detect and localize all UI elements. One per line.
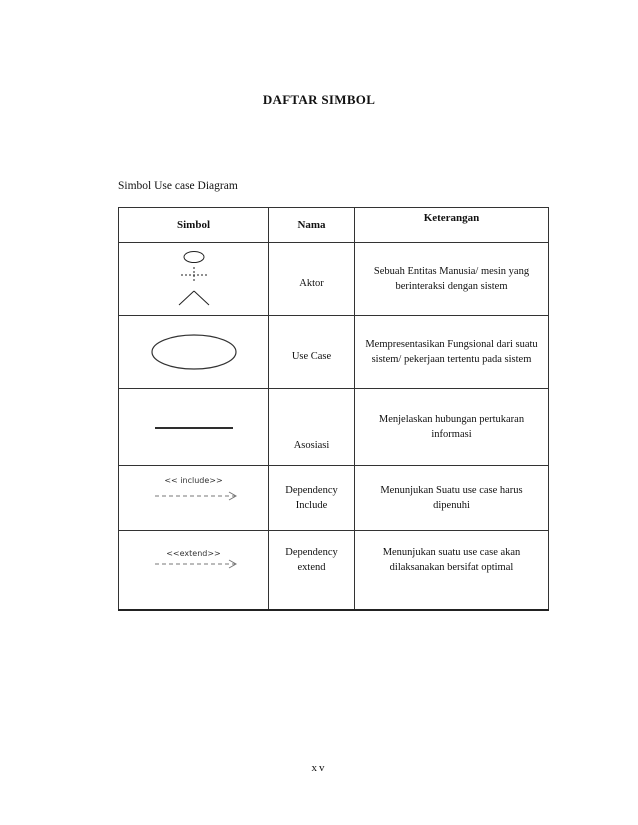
symbol-cell: [119, 316, 269, 389]
keterangan-cell: Mempresentasikan Fungsional dari suatu sistem/ pekerjaan tertentu pada sistem: [355, 316, 549, 389]
keterangan-cell: Menunjukan suatu use case akan dilaksanakan bersifat optimal: [355, 531, 549, 611]
header-nama: Nama: [269, 208, 355, 243]
header-keterangan: Keterangan: [355, 208, 549, 243]
page-number: xv: [311, 762, 327, 774]
use-case-ellipse-icon: [125, 320, 263, 384]
page-title: DAFTAR SIMBOL: [262, 92, 376, 107]
include-stereotype-label: << include>>: [164, 476, 223, 485]
table-row: [119, 316, 549, 389]
table-row: [119, 531, 549, 611]
keterangan-cell: Menjelaskan hubungan pertukaran informasi: [355, 389, 549, 466]
nama-cell: Aktor: [269, 243, 355, 316]
keterangan-cell: Menunjukan Suatu use case harus dipenuhi: [355, 466, 549, 531]
section-heading: Simbol Use case Diagram: [118, 180, 238, 192]
symbol-cell: [119, 389, 269, 466]
keterangan-cell: Sebuah Entitas Manusia/ mesin yang berinteraksi dengan sistem: [355, 243, 549, 316]
table-row: [119, 243, 549, 316]
association-line-icon: [125, 395, 263, 459]
nama-cell: Dependency extend: [269, 531, 355, 611]
nama-cell: Use Case: [269, 316, 355, 389]
table-row: [119, 466, 549, 531]
extend-stereotype-label: <<extend>>: [166, 549, 221, 558]
symbol-cell: [119, 531, 269, 611]
symbol-cell: [119, 466, 269, 531]
nama-cell: Dependency Include: [269, 466, 355, 531]
nama-cell: Asosiasi: [269, 389, 355, 466]
table-header-row: [119, 208, 549, 243]
table-row: [119, 389, 549, 466]
symbol-cell: [119, 243, 269, 316]
extend-dashed-arrow-icon: [125, 538, 263, 602]
include-dashed-arrow-icon: [125, 466, 263, 530]
actor-stick-figure-icon: [125, 247, 263, 311]
header-simbol: Simbol: [119, 208, 269, 243]
symbol-table: [118, 207, 549, 611]
